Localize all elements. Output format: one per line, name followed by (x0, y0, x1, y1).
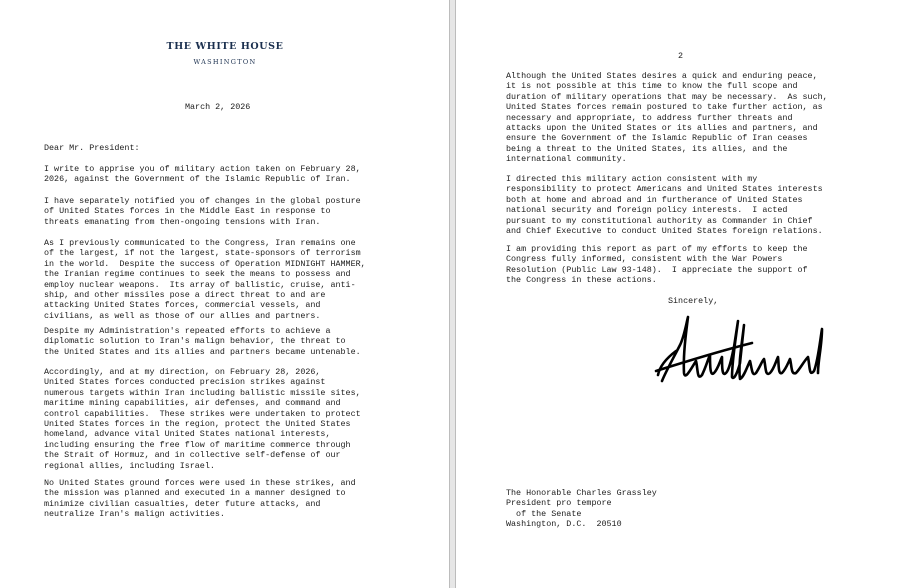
letter-page-1 (0, 0, 450, 588)
body-paragraph: As I previously communicated to the Congress, Iran remains one of the largest, if not the largest, state-sponsors of terrorism in the world. Despite the success of Operation MIDNIGHT HAMMER, the Iranian regime continues to seek the means to possess and employ nuclear weapons. Its array of ballistic, cruise, anti- ship, and other missiles pose a direct threat to and are attacking United States forces, commercial vessels, and civilians, as well as those of our allies and partners. (44, 238, 366, 321)
closing: Sincerely, (668, 296, 719, 306)
letterhead-city: WASHINGTON (193, 58, 257, 66)
body-paragraph: I write to apprise you of military action taken on February 28, 2026, against the Government of the Islamic Republic of Iran. (44, 164, 361, 185)
body-paragraph: Despite my Administration's repeated efforts to achieve a diplomatic solution to Iran's malign behavior, the threat to the United States and its allies and partners became untenable. (44, 326, 361, 357)
body-paragraph: Accordingly, and at my direction, on February 28, 2026, United States forces conducted precision strikes against numerous targets within Iran including ballistic missile sites, maritime mining capabilities, air defenses, and command and control capabilities. These strikes were undertaken to protect United States forces in the region, protect the United States homeland, advance vital United States national interests, including ensuring the free flow of maritime commerce through the Strait of Hormuz, and in collective self-defense of our regional allies, including Israel. (44, 367, 361, 471)
body-paragraph: I directed this military action consistent with my responsibility to protect Americans and United States interests both at home and abroad and in furtherance of United States national security and foreign policy interests. I acted pursuant to my constitutional authority as Commander in Chief and Chief Executive to conduct United States foreign relations. (506, 174, 823, 237)
letter-date: March 2, 2026 (185, 102, 251, 112)
signature-image (652, 311, 832, 391)
body-paragraph: I am providing this report as part of my efforts to keep the Congress fully informed, consistent with the War Powers Resolution (Public Law 93-148). I appreciate the support of the Congress in these actions. (506, 244, 808, 286)
body-paragraph: No United States ground forces were used in these strikes, and the mission was planned and executed in a manner designed to minimize civilian casualties, deter future attacks, and neutralize Iran's malign activities. (44, 478, 356, 520)
recipient-address: The Honorable Charles Grassley President pro tempore of the Senate Washington, D.C. 20510 (506, 488, 657, 530)
body-paragraph: Although the United States desires a quick and enduring peace, it is not possible at this time to know the full scope and duration of military operations that may be necessary. As such, United States forces remain postured to take further action, as necessary and appropriate, to address further threats and attacks upon the United States or its allies and partners, and ensure the Government of the Islamic Republic of Iran ceases being a threat to the United States, its allies, and the international community. (506, 71, 828, 165)
body-paragraph: I have separately notified you of changes in the global posture of United States forces in the Middle East in response to threats emanating from then-ongoing tensions with Iran. (44, 196, 361, 227)
salutation: Dear Mr. President: (44, 143, 140, 153)
letterhead-title: THE WHITE HOUSE (166, 41, 284, 52)
page-number: 2 (678, 51, 684, 61)
